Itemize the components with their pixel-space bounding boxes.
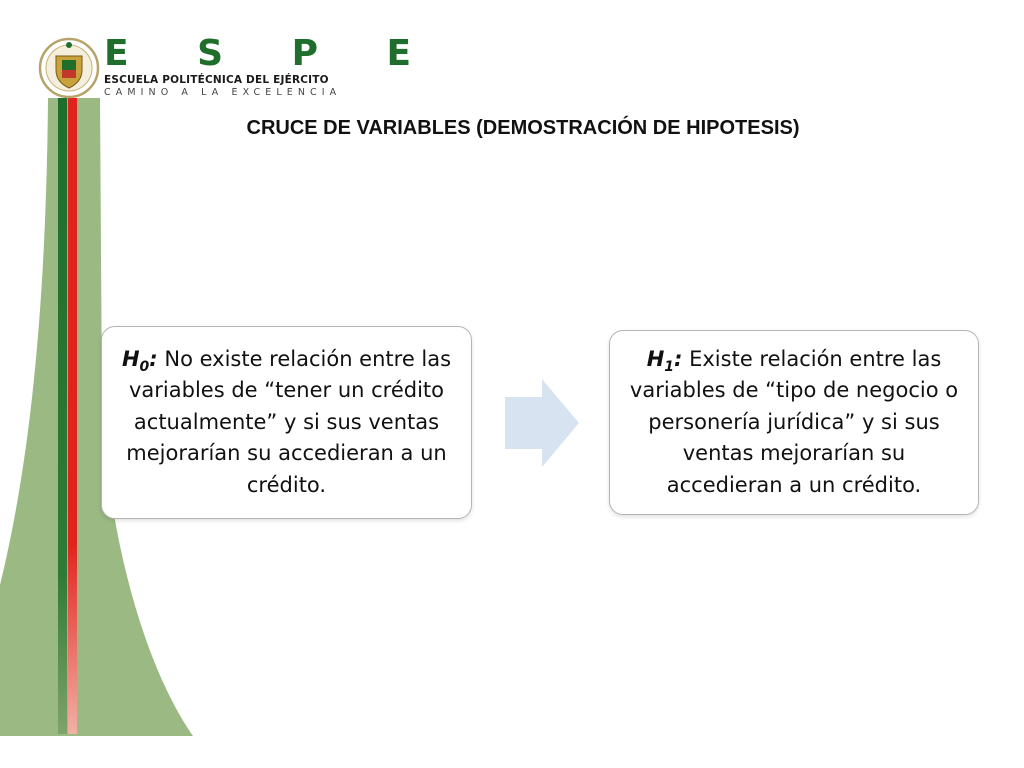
logo-letters: E S P E	[104, 33, 440, 74]
hypothesis-h1-text: Existe relación entre las variables de “tipo de negocio o personería jurídica” y si sus ventas mejorarían su accedieran a un crédito.	[629, 346, 959, 497]
logo-motto: CAMINO A LA EXCELENCIA	[104, 87, 342, 98]
shield-emblem-icon	[40, 39, 98, 97]
logo-school-name: ESCUELA POLITÉCNICA DEL EJÉRCITO	[104, 74, 329, 86]
espe-logo	[104, 33, 440, 98]
hypothesis-h0-content	[114, 344, 459, 502]
dark-green-stripe	[58, 98, 67, 734]
hypothesis-h1-subscript: 1	[664, 358, 675, 375]
right-arrow-icon	[505, 379, 579, 467]
page-title: CRUCE DE VARIABLES (DEMOSTRACIÓN DE HIPOTESIS)	[246, 117, 800, 139]
hypothesis-h1-box	[609, 330, 979, 515]
hypothesis-h1-label: $H_1$:	[646, 346, 683, 375]
hypothesis-h0-box	[101, 326, 472, 519]
red-stripe	[68, 98, 77, 734]
hypothesis-h0-text: No existe relación entre las variables de “tener un crédito actualmente” y si sus ventas mejorarían su accedieran a un crédito.	[126, 346, 452, 497]
hypothesis-h0-label: $H_0$:	[121, 346, 158, 375]
hypothesis-h0-subscript: 0	[139, 358, 150, 375]
hypothesis-h1-content	[622, 344, 966, 502]
